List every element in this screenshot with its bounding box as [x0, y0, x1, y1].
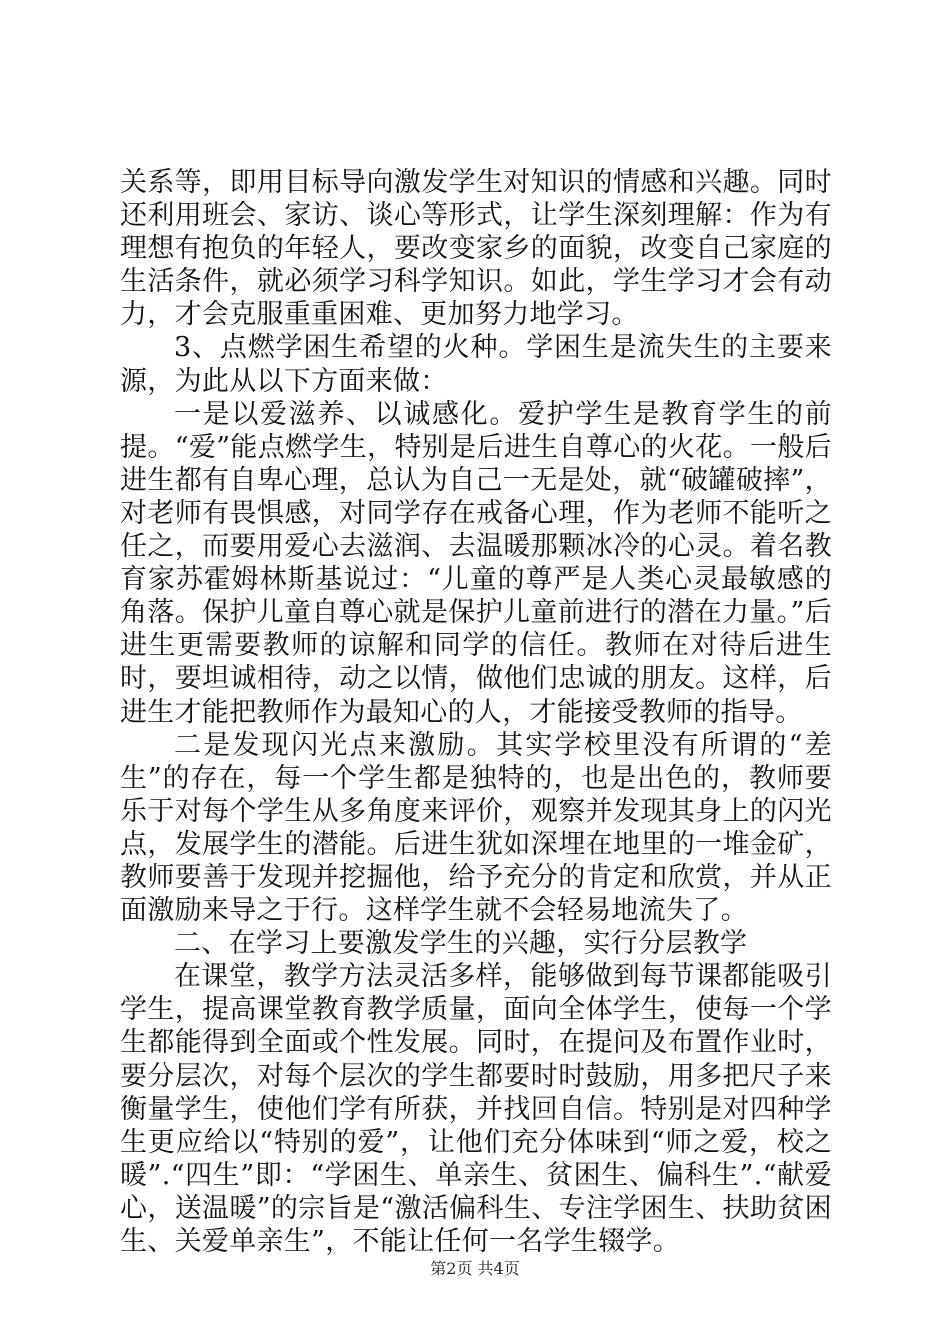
paragraph-4: 二是发现闪光点来激励。其实学校里没有所谓的“差生”的存在，每一个学生都是独特的，也是出色的，教师要乐于对每个学生从多角度来评价，观察并发现其身上的闪光点，发展学生的潜能。后进生犹如深埋在地里的一堆金矿，教师要善于发现并挖掘他，给予充分的肯定和欣赏，并从正面激励来导之于行。这样学生就不会轻易地流失了。: [120, 729, 832, 927]
paragraph-2: 3、点燃学困生希望的火种。学困生是流失生的主要来源，为此从以下方面来做：: [120, 332, 832, 397]
section-heading: 二、在学习上要激发学生的兴趣，实行分层教学: [174, 928, 748, 960]
page-number-label: 第2页 共4页: [430, 1259, 520, 1278]
paragraph-1: 关系等，即用目标导向激发学生对知识的情感和兴趣。同时还利用班会、家访、谈心等形式，让学生深刻理解：作为有理想有抱负的年轻人，要改变家乡的面貌，改变自己家庭的生活条件，就必须学习科学知识。如此，学生学习才会有动力，才会克服重重困难、更加努力地学习。: [120, 167, 832, 331]
document-body: [120, 166, 832, 1258]
paragraph-6: 在课堂，教学方法灵活多样，能够做到每节课都能吸引学生，提高课堂教育教学质量，面向全体学生，使每一个学生都能得到全面或个性发展。同时，在提问及布置作业时，要分层次，对每个层次的学生都要时时鼓励，用多把尺子来衡量学生，使他们学有所获，并找回自信。特别是对四种学生更应给以“特别的爱”，让他们充分体味到“师之爱，校之暖”.“四生”即：“学困生、单亲生、贫困生、偏科生”.“献爱心，送温暖”的宗旨是“激活偏科生、专注学困生、扶助贫困生、关爱单亲生”，不能让任何一名学生辍学。: [120, 961, 832, 1257]
paragraph-3: 一是以爱滋养、以诚感化。爱护学生是教育学生的前提。“爱”能点燃学生，特别是后进生自尊心的火花。一般后进生都有自卑心理，总认为自己一无是处，就“破罐破摔”，对老师有畏惧感，对同学存在戒备心理，作为老师不能听之任之，而要用爱心去滋润、去温暖那颗冰冷的心灵。着名教育家苏霍姆林斯基说过：“儿童的尊严是人类心灵最敏感的角落。保护儿童自尊心就是保护儿童前进行的潜在力量。”后进生更需要教师的谅解和同学的信任。教师在对待后进生时，要坦诚相待，动之以情，做他们忠诚的朋友。这样，后进生才能把教师作为最知心的人，才能接受教师的指导。: [120, 398, 832, 728]
page-footer: [0, 1256, 950, 1279]
